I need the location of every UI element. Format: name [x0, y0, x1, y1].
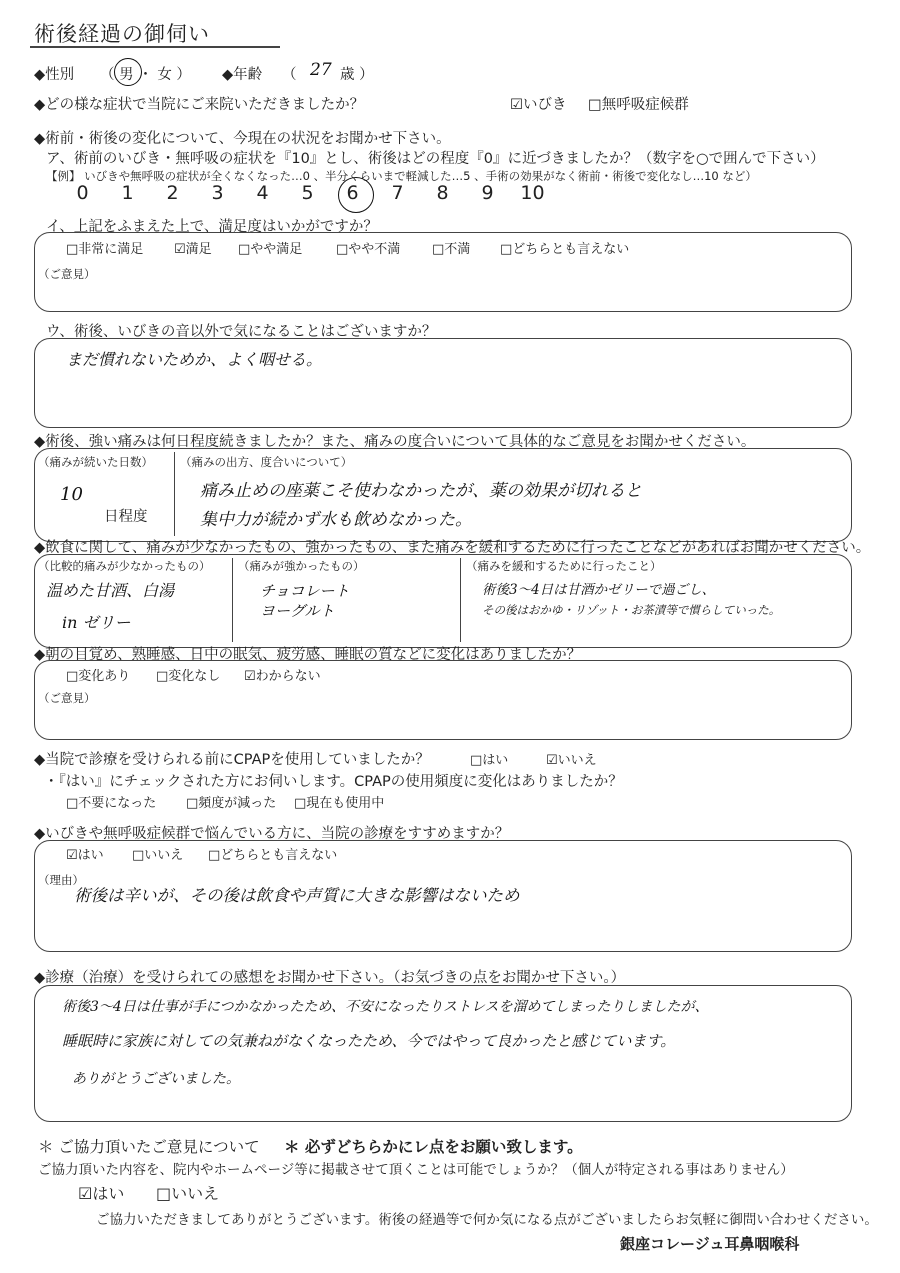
q3-days-value[interactable]: 10: [60, 484, 83, 505]
consent-heading: ＊ ご協力頂いたご意見について: [38, 1138, 260, 1156]
q2a-scale[interactable]: [60, 182, 555, 204]
q8-line-1[interactable]: 術後3〜4日は仕事が手につかなかったため、不安になったりストレスを溜めてしまったりしましたが、: [62, 999, 709, 1015]
q7-option-yes[interactable]: ☑はい: [66, 848, 104, 863]
q5-option-unknown[interactable]: ☑わからない: [244, 669, 321, 684]
q8-line-2[interactable]: 睡眠時に家族に対しての気兼ねがなくなったため、今ではやって良かったと感じています。: [62, 1032, 676, 1050]
gender-label: ◆性別: [34, 67, 75, 83]
q2-question: ◆術前・術後の変化について、今現在の状況をお聞かせ下さい。: [34, 131, 451, 147]
q1-question: ◆どの様な症状で当院にご来院いただきましたか？: [34, 97, 365, 113]
q2a-question: ア、術前のいびき・無呼吸の症状を『10』とし、術後はどの程度『0』に近づきましたか？（数字を○で囲んで下さい）: [46, 151, 825, 167]
scale-10[interactable]: 10: [520, 182, 545, 204]
q6-question: ◆当院で診療を受けられる前にCPAPを使用していましたか？: [34, 752, 430, 768]
scale-6[interactable]: 6: [346, 182, 359, 204]
q6-option-yes[interactable]: □はい: [470, 753, 509, 768]
q3-detail-line-2[interactable]: 集中力が続かず水も飲めなかった。: [200, 510, 472, 530]
consent-option-no[interactable]: □いいえ: [156, 1184, 220, 1203]
q6-option-no[interactable]: ☑いいえ: [546, 753, 597, 768]
age-label: ◆年齢: [222, 67, 263, 83]
q2b-option-somewhat-dissatisfied[interactable]: □やや不満: [336, 242, 401, 257]
q7-question: ◆いびきや無呼吸症候群で悩んでいる方に、当院の診療をすすめますか？: [34, 826, 510, 842]
q4-col3-line-2[interactable]: その後はおかゆ・リゾット・お茶漬等で慣らしていった。: [482, 603, 781, 617]
q4-col3-line-1[interactable]: 術後3〜4日は甘酒かゼリーで過ごし、: [482, 582, 716, 598]
scale-7[interactable]: 7: [391, 182, 404, 204]
q6-sub-question: ・『はい』にチェックされた方にお伺いします。CPAPの使用頻度に変化はありましたか？: [44, 774, 623, 790]
age-unit: 歳 ）: [340, 67, 374, 83]
page-title: 術後経過の御伺い: [34, 22, 210, 46]
q3-divider: [174, 452, 175, 536]
consent-question: ご協力頂いた内容を、院内やホームページ等に掲載させて頂くことは可能でしょうか？（個人が特定される事はありません）: [38, 1162, 794, 1178]
q4-col1-line-2[interactable]: in ゼリー: [62, 613, 131, 632]
q2b-comment-label: （ご意見）: [38, 267, 96, 281]
q4-col1-label: （比較的痛みが少なかったもの）: [38, 559, 211, 573]
q8-line-3[interactable]: ありがとうございました。: [72, 1071, 240, 1087]
q3-days-label: （痛みが続いた日数）: [38, 455, 153, 469]
gender-options[interactable]: （ 男 ・ 女 ）: [100, 67, 191, 83]
consent-option-yes[interactable]: ☑はい: [78, 1184, 125, 1203]
q6-sub-option-unneeded[interactable]: □不要になった: [66, 796, 157, 811]
q4-divider-1: [232, 558, 233, 642]
age-value[interactable]: 27: [310, 60, 332, 80]
q1-option-apnea[interactable]: □無呼吸症候群: [588, 97, 689, 113]
scale-9[interactable]: 9: [481, 182, 494, 204]
q4-question: ◆飲食に関して、痛みが少なかったもの、強かったもの、また痛みを緩和するために行ったことなどがあればお聞かせください。: [34, 540, 871, 556]
q2c-answer[interactable]: まだ慣れないためか、よく咽せる。: [66, 350, 323, 369]
q2b-option-neither[interactable]: □どちらとも言えない: [500, 242, 630, 257]
q5-question: ◆朝の目覚め、熟睡感、日中の眠気、疲労感、睡眠の質などに変化はありましたか？: [34, 647, 582, 663]
scale-4[interactable]: 4: [256, 182, 269, 204]
q3-detail-line-1[interactable]: 痛み止めの座薬こそ使わなかったが、薬の効果が切れると: [200, 481, 642, 501]
age-open: （: [282, 67, 297, 83]
scale-selection-circle: [338, 177, 374, 213]
q2b-option-somewhat-satisfied[interactable]: □やや満足: [238, 242, 303, 257]
q6-sub-option-still-using[interactable]: □現在も使用中: [294, 796, 385, 811]
q4-col2-label: （痛みが強かったもの）: [238, 559, 365, 573]
q5-option-changed[interactable]: □変化あり: [66, 669, 131, 684]
q8-question: ◆診療（治療）を受けられての感想をお聞かせ下さい。（お気づきの点をお聞かせ下さい。）: [34, 970, 626, 986]
gender-circle-mark: [114, 58, 142, 86]
q6-sub-option-reduced[interactable]: □頻度が減った: [186, 796, 277, 811]
q4-col2-line-2[interactable]: ヨーグルト: [260, 602, 335, 620]
q5-option-no-change[interactable]: □変化なし: [156, 669, 221, 684]
q3-question: ◆術後、強い痛みは何日程度続きましたか？また、痛みの度合いについて具体的なご意見をお聞かせください。: [34, 434, 756, 450]
q2b-option-satisfied[interactable]: ☑満足: [174, 242, 212, 257]
q7-reason-label: （理由）: [38, 873, 84, 887]
q1-option-snoring[interactable]: ☑いびき: [510, 97, 567, 113]
q3-detail-label: （痛みの出方、度合いについて）: [180, 455, 353, 469]
q2a-example: 【例】 いびきや無呼吸の症状が全くなくなった…0 、半分くらいまで軽減した…5 、手術の効果がなく術前・術後で変化なし…10 など）: [46, 169, 757, 183]
scale-3[interactable]: 3: [211, 182, 224, 204]
q4-divider-2: [460, 558, 461, 642]
q7-option-neither[interactable]: □どちらとも言えない: [208, 848, 338, 863]
scale-5[interactable]: 5: [301, 182, 314, 204]
q7-option-no[interactable]: □いいえ: [132, 848, 184, 863]
consent-note: ＊ 必ずどちらかにレ点をお願い致します。: [284, 1138, 583, 1156]
q2b-question: イ、上記をふまえた上で、満足度はいかがですか？: [46, 219, 378, 235]
thanks-text: ご協力いただきましてありがとうございます。術後の経過等で何か気になる点がございましたらお気軽に御問い合わせください。: [96, 1212, 878, 1228]
scale-1[interactable]: 1: [121, 182, 134, 204]
q4-col3-label: （痛みを緩和するために行ったこと）: [466, 559, 662, 573]
scale-0[interactable]: 0: [76, 182, 89, 204]
q7-reason[interactable]: 術後は辛いが、その後は飲食や声質に大きな影響はないため: [74, 886, 520, 905]
q3-days-unit: 日程度: [104, 509, 148, 525]
q2b-option-dissatisfied[interactable]: □不満: [432, 242, 471, 257]
scale-2[interactable]: 2: [166, 182, 179, 204]
q2c-question: ウ、術後、いびきの音以外で気になることはございますか？: [46, 324, 437, 340]
scale-8[interactable]: 8: [436, 182, 449, 204]
q5-comment-label: （ご意見）: [38, 691, 96, 705]
clinic-name: 銀座コレージュ耳鼻咽喉科: [620, 1235, 800, 1253]
q4-col2-line-1[interactable]: チョコレート: [260, 582, 350, 600]
title-underline: [30, 46, 280, 48]
q4-col1-line-1[interactable]: 温めた甘酒、白湯: [46, 581, 175, 600]
q2b-option-very-satisfied[interactable]: □非常に満足: [66, 242, 144, 257]
